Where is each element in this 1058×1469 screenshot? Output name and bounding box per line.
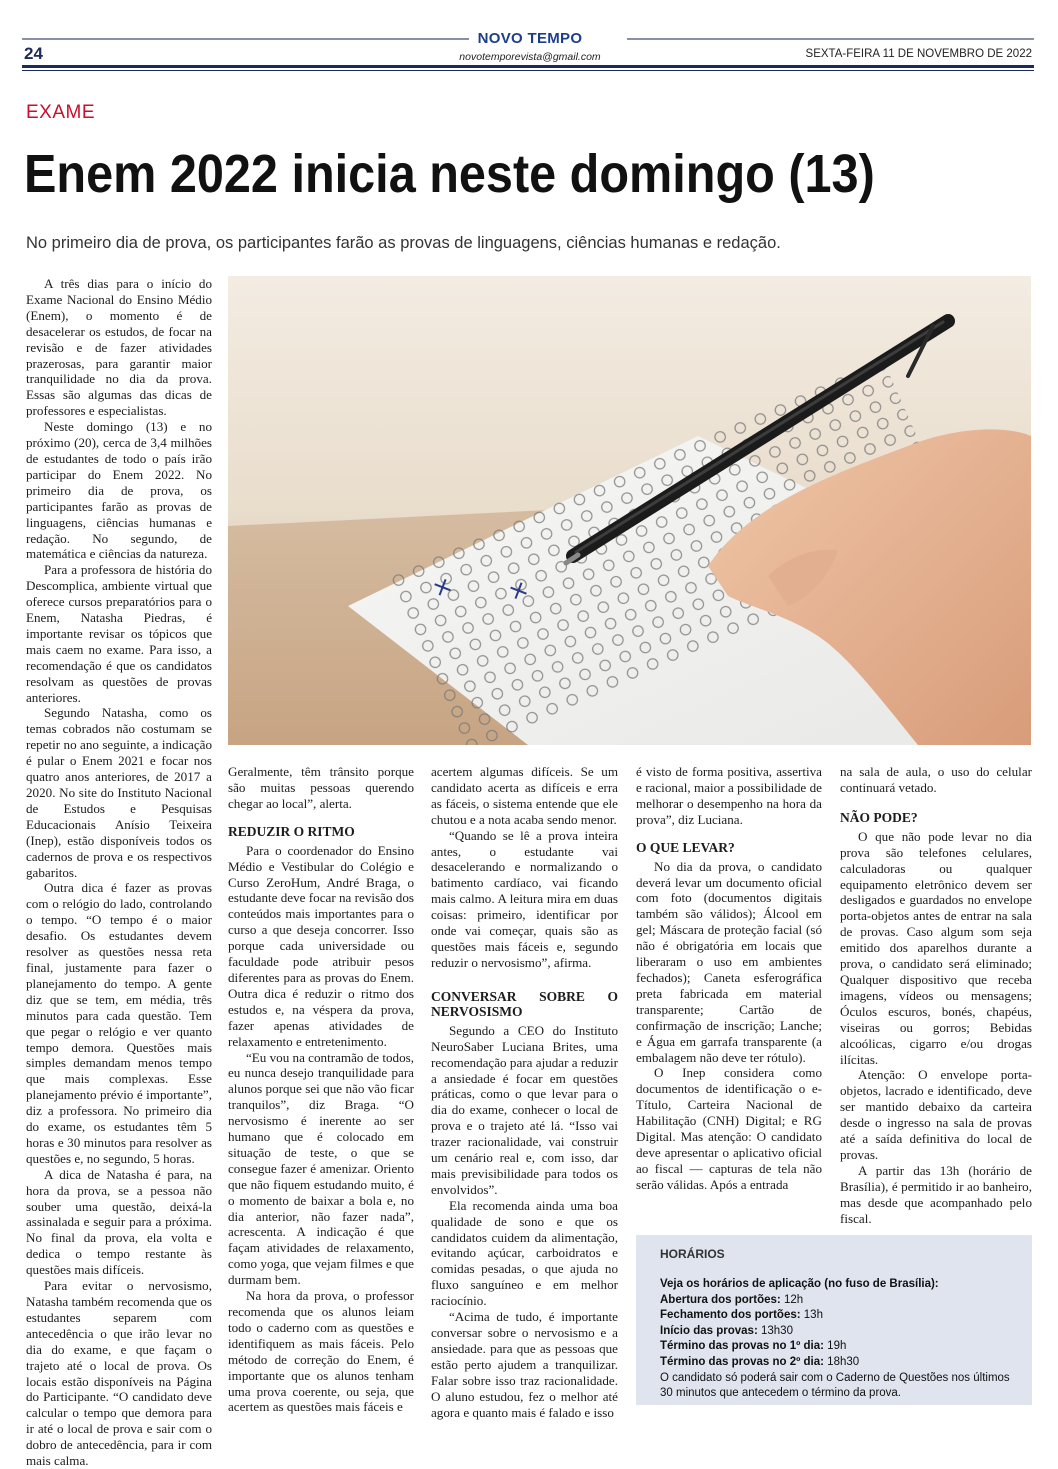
paragraph: Segundo Natasha, como os temas cobrados não costumam se repetir no ano seguinte, a indicação é pular o Enem 2021 e focar nos quatro anos anteriores, de 2017 a 2020. No site do Instituto Nacional de Estudos e Pesquisas Educacionais Anísio Teixeira (Inep), estão disponíveis todos os cadernos de prova e os respectivos gabaritos. xyxy=(26,705,212,880)
schedule-box xyxy=(636,1235,1032,1405)
paragraph: Outra dica é fazer as provas com o relógio do lado, controlando o tempo. “O tempo é o maior desafio. Os estudantes devem resolver as questões nessa reta final, justamente para fazer o planejamento do tempo. A gente diz que se tem, em média, três minutos para cada questão. Tem que pegar o relógio e ver quanto tempo demora. Questões mais simples demandam menos tempo que mais complexas. Esse planejamento prévio é importante”, diz a professora. No primeiro dia do exame, os estudantes têm 5 horas e 30 minutos para resolver as questões e, no segundo, 5 horas. xyxy=(26,880,212,1166)
page-number: 24 xyxy=(24,44,43,63)
subheading-conversar-nervosismo: CONVERSAR SOBRE O NERVOSISMO xyxy=(431,988,618,1019)
schedule-row: Abertura dos portões: 12h xyxy=(660,1293,804,1306)
paragraph: Segundo a CEO do Instituto NeuroSaber Luciana Brites, uma recomendação para ajudar a reduzir a ansiedade é focar em questões práticas, como o que levar para o dia do exame, conhecer o local de prova e o trajeto até lá. “Isso vai trazer racionalidade, vai construir um cenário real e, com isso, dar mais previsibilidade para todos os envolvidos”. xyxy=(431,1022,618,1197)
article-column-5 xyxy=(840,764,1032,1226)
subheading-nao-pode: NÃO PODE? xyxy=(840,809,918,825)
article-column-2 xyxy=(228,764,414,1415)
paragraph-continued: acertem algumas difíceis. Se um candidato acerta as difíceis e erra as fáceis, o sistema entende que ele chutou e a nota acaba sendo menor. xyxy=(431,764,618,827)
photo-illustration xyxy=(228,276,1031,745)
paragraph: Para o coordenador do Ensino Médio e Vestibular do Colégio e Curso ZeroHum, André Braga, o estudante deve focar na revisão dos conteúdos mais importantes para o curso a que deseja concorrer. Isso porque cada universidade ou faculdade pode atribuir pesos diferentes para as provas do Enem. Outra dica é reduzir o ritmo dos estudos e, na véspera da prova, fazer apenas atividades de relaxamento e entretenimento. xyxy=(228,842,414,1049)
schedule-row: Término das provas no 2º dia: 18h30 xyxy=(660,1355,860,1368)
newspaper-email[interactable]: novotemporevista@gmail.com xyxy=(459,51,601,63)
newspaper-name: NOVO TEMPO xyxy=(477,30,583,47)
paragraph: O Inep considera como documentos de identificação o e-Título, Carteira Nacional de Habilitação (CNH) Digital; e RG Digital. Mas atenção: O candidato deve apresentar o aplicativo oficial ao fiscal — capturas de tela não serão válidas. Após a entrada xyxy=(636,1065,822,1192)
paragraph: Na hora da prova, o professor recomenda que os alunos leiam todo o caderno com as questões e identifiquem as mais fáceis. Pelo método de correção do Enem, é importante que os alunos tenham uma prova coerente, ou seja, que acertem as questões mais fáceis e xyxy=(228,1288,414,1415)
schedule-row: Término das provas no 1º dia: 19h xyxy=(660,1340,847,1353)
paragraph: A três dias para o início do Exame Nacional do Ensino Médio (Enem), o momento é de desacelerar os estudos, de focar na revisão e de fazer atividades prazerosas, para garantir maior tranquilidade no dia da prova. Essas são algumas das dicas de professores e especialistas. xyxy=(26,276,212,419)
schedule-box-title: HORÁRIOS xyxy=(660,1247,725,1261)
paragraph: Atenção: O envelope porta-objetos, lacrado e identificado, deve ser mantido debaixo da carteira desde o ingresso na sala de provas até a saída definitiva do local de provas. xyxy=(840,1067,1032,1162)
paragraph: Neste domingo (13) e no próximo (20), cerca de 3,4 milhões de estudantes de todo o país irão participar do Enem 2022. No primeiro dia de prova, os participantes farão as provas de linguagens, ciências humanas e redação. No segundo, de matemática e ciências da natureza. xyxy=(26,419,212,562)
subheading-reduzir-ritmo: REDUZIR O RITMO xyxy=(228,823,355,839)
schedule-row: Início das provas: 13h30 xyxy=(660,1324,793,1337)
paragraph: A dica de Natasha é para, na hora da prova, se a pessoa não souber uma questão, deixá-la assinalada e seguir para a próxima. No final da prova, ela volta e dedica o tempo restante às questões mais difíceis. xyxy=(26,1166,212,1278)
subheading-o-que-levar: O QUE LEVAR? xyxy=(636,839,735,855)
schedule-row: Fechamento dos portões: 13h xyxy=(660,1309,823,1322)
paragraph-continued: Geralmente, têm trânsito porque são muitas pessoas querendo chegar ao local”, alerta. xyxy=(228,764,414,811)
headline: Enem 2022 inicia neste domingo (13) xyxy=(24,144,875,204)
article-column-4 xyxy=(636,764,822,1193)
paragraph: “Acima de tudo, é importante conversar sobre o nervosismo e a ansiedade. para que as pessoas que estão perto ajudem a tranquilizar. Falar sobre isso traz racionalidade. O aluno estudou, fez o melhor até agora e quanto mais é falado e isso xyxy=(431,1309,618,1420)
article-column-1 xyxy=(26,276,212,1469)
schedule-note: O candidato só poderá sair com o Caderno de Questões nos últimos 30 minutos que antecedem o término da prova. xyxy=(660,1371,1010,1400)
paragraph: Para evitar o nervosismo, Natasha também recomenda que os estudantes separem com antecedência o que irão levar no dia do exame, e que façam o trajeto até o local de prova. Os locais estão disponíveis na Página do Participante. “O candidato deve calcular o tempo que demora para ir até o local de prova e sair com o dobro de antecedência, para ir com mais calma. xyxy=(26,1278,212,1469)
paragraph-continued: é visto de forma positiva, assertiva e racional, maior a possibilidade de melhorar o desempenho na hora da prova”, diz Luciana. xyxy=(636,764,822,827)
paragraph: Ela recomenda ainda uma boa qualidade de sono e que os candidatos cuidem da alimentação, evitando açúcar, carboidratos e comidas pesadas, o que ajuda no fluxo sanguíneo e em melhor raciocínio. xyxy=(431,1197,618,1309)
paragraph: Para a professora de história do Descomplica, ambiente virtual que oferece cursos preparatórios para o Enem, Natasha Piedras, é importante revisar os tópicos que mais caem no exame. Para isso, a recomendação é que os candidatos resolvam as questões de provas anteriores. xyxy=(26,562,212,705)
paragraph: A partir das 13h (horário de Brasília), é permitido ir ao banheiro, mas desde que acompanhado pelo fiscal. xyxy=(840,1162,1032,1226)
header-rule xyxy=(22,65,1034,68)
issue-date: SEXTA-FEIRA 11 DE NOVEMBRO DE 2022 xyxy=(805,48,1032,60)
paragraph: O que não pode levar no dia prova são telefones celulares, calculadoras ou qualquer equipamento eletrônico devem ser desligados e guardados no envelope porta-objetos antes de entrar na sala de provas. Caso algum som seja emitido dos aparelhos durante a prova, o candidato será eliminado; Qualquer dispositivo que receba imagens, vídeos ou mensagens; Óculos escuros, bonés, chapéus, viseiras ou gorros; Bebidas alcoólicas, cigarro e/ou drogas ilícitas. xyxy=(840,828,1032,1067)
header-rule-thin xyxy=(22,70,1034,71)
paragraph: No dia da prova, o candidato deverá levar um documento oficial com foto (documentos digitais também são válidos); Álcool em gel; Máscara de proteção facial (só não é obrigatória em locais que liberaram o uso em ambientes fechados); Caneta esferográfica preta fabricada em material transparente; Cartão de confirmação de inscrição; Lanche; e Água em garrafa transparente (a embalagem não deve ter rótulo). xyxy=(636,858,822,1065)
article-column-3 xyxy=(431,764,618,1420)
section-label: EXAME xyxy=(26,102,96,123)
paragraph-continued: na sala de aula, o uso do celular continuará vetado. xyxy=(840,764,1032,795)
answer-sheet-photo xyxy=(228,276,1031,745)
paragraph: “Eu vou na contramão de todos, eu nunca desejo tranquilidade para alunos porque sei que não vão ficar tranquilos”, diz Braga. “O nervosismo é inerente ao ser humano que é colocado em situação de teste, o que se consegue fazer é amenizar. Oriento que não fiquem estudando muito, é o momento de baixar a bola e, no dia anterior, não fazer nada”, acrescenta. A indicação é que façam atividades de relaxamento, como yoga, que vejam filmes e que durmam bem. xyxy=(228,1049,414,1288)
paragraph: “Quando se lê a prova inteira antes, o estudante vai desacelerando e normalizando o batimento cardíaco, vai ficando mais calmo. A leitura mira em duas coisas: primeiro, identificar por onde vai começar, quais são as questões mais fáceis e, segundo reduzir o nervosismo”, afirma. xyxy=(431,827,618,970)
schedule-box-body xyxy=(660,1277,1020,1402)
schedule-intro: Veja os horários de aplicação (no fuso de Brasília): xyxy=(660,1278,939,1290)
subheadline: No primeiro dia de prova, os participantes farão as provas de linguagens, ciências humanas e redação. xyxy=(26,234,781,252)
